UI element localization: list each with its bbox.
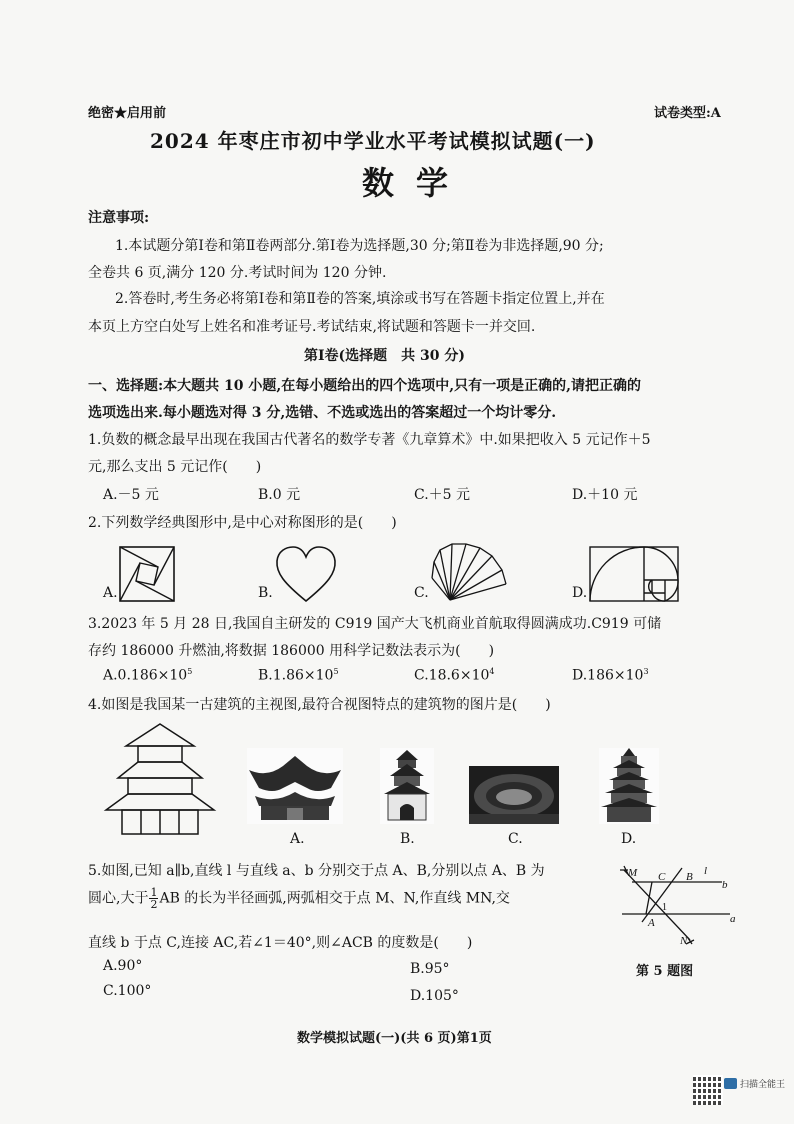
- section1-intro-line1: 一、选择题:本大题共 10 小题,在每小题给出的四个选项中,只有一项是正确的,请把正确的: [88, 378, 642, 394]
- q5-option-c: C.100°: [103, 983, 152, 999]
- q5-fig-label-a-line: a: [730, 913, 736, 925]
- notice-item2-line2: 本页上方空白处写上姓名和准考证号.考试结束,将试题和答题卡一并交回.: [88, 319, 536, 335]
- q1-stem-line1: 1.负数的概念最早出现在我国古代著名的数学专著《九章算术》中.如果把收入 5 元记作＋5: [88, 432, 651, 448]
- q3-option-c: $C.18.6\times 10^4$: [414, 667, 495, 684]
- q2-label-d: D.: [572, 585, 588, 601]
- q5-fig-label-a-point: A: [648, 917, 655, 929]
- paper-type-label: 试卷类型:A: [654, 106, 721, 121]
- notice-item1-line2: 全卷共 6 页,满分 120 分.考试时间为 120 分钟.: [88, 265, 387, 281]
- page-footer: 数学模拟试题(一)(共 6 页)第1页: [297, 1031, 492, 1046]
- exam-title: 2024 年枣庄市初中学业水平考试模拟试题(一): [150, 129, 596, 153]
- q1-stem-line2: 元,那么支出 5 元记作( ): [88, 459, 262, 475]
- q4-stem-line1: 4.如图是我国某一古建筑的主视图,最符合视图特点的建筑物的图片是( ): [88, 697, 551, 713]
- q5-option-a: A.90°: [103, 958, 143, 974]
- section1-intro-line2: 选项选出来.每小题选对得 3 分,选错、不选或选出的答案超过一个均计零分.: [88, 405, 557, 421]
- q4-main-view-drawing: [104, 722, 216, 836]
- q5-stem-line1: 5.如图,已知 a∥b,直线 l 与直线 a、b 分别交于点 A、B,分别以点 A、B 为: [88, 863, 545, 879]
- q3-option-a: $A.0.186\times 10^5$: [103, 667, 193, 684]
- q5-figure-caption: 第 5 题图: [636, 964, 694, 979]
- q3-option-d: $D.186\times 10^3$: [572, 667, 649, 684]
- q4-label-b: B.: [400, 831, 415, 847]
- scanner-logo-icon: [724, 1078, 737, 1089]
- confidential-label: 绝密★启用前: [88, 106, 167, 121]
- notice-heading: 注意事项:: [88, 210, 150, 226]
- q2-figure-heart: [274, 545, 338, 603]
- q1-option-b: B.0 元: [258, 487, 301, 503]
- q5-fig-label-c: C: [658, 871, 666, 883]
- q5-option-b: B.95°: [410, 961, 450, 977]
- q1-option-a: A.－5 元: [103, 487, 159, 503]
- q4-label-c: C.: [508, 831, 523, 847]
- q5-fig-label-m: M: [628, 867, 638, 879]
- q5-fig-label-l: l: [704, 865, 708, 877]
- q1-option-c: C.＋5 元: [414, 487, 471, 503]
- subject-title: 数学: [362, 164, 471, 202]
- q2-figure-fan: [430, 540, 510, 604]
- q3-stem-line1: 3.2023 年 5 月 28 日,我国自主研发的 C919 国产大飞机商业首航取得圆满成功.C919 可储: [88, 616, 662, 632]
- q5-fig-label-b-point: B: [686, 871, 693, 883]
- q5-stem-line2: 圆心,大于 $\frac{1}{2}$ AB 的长为半径画弧,两弧相交于点 M、N,作直线 MN,交: [88, 886, 510, 911]
- q5-option-d: D.105°: [410, 988, 459, 1004]
- q4-photo-d-tower: [599, 748, 659, 824]
- q2-label-b: B.: [258, 585, 273, 601]
- q1-option-d: D.＋10 元: [572, 487, 638, 503]
- q3-option-b: $B.1.86\times 10^5$: [258, 667, 339, 684]
- q5-fraction-half: $\frac{1}{2}$: [150, 886, 158, 911]
- q2-figure-golden-spiral: [588, 545, 680, 603]
- q5-fig-label-b-line: b: [722, 879, 728, 891]
- q3-stem-line2: 存约 186000 升燃油,将数据 186000 用科学记数法表示为( ): [88, 643, 495, 659]
- q5-fig-label-angle1: 1: [662, 902, 667, 913]
- q4-label-d: D.: [621, 831, 637, 847]
- q5-stem-line3: 直线 b 于点 C,连接 AC,若∠1＝40°,则∠ACB 的度数是( ): [88, 935, 473, 951]
- qr-code-mask: [693, 1075, 723, 1105]
- notice-item2-line1: 2.答卷时,考生务必将第Ⅰ卷和第Ⅱ卷的答案,填涂或书写在答题卡指定位置上,并在: [115, 291, 605, 307]
- q4-photo-b-temple: [380, 748, 434, 824]
- q2-figure-pinwheel-square: [118, 545, 176, 603]
- q2-stem-line1: 2.下列数学经典图形中,是中心对称图形的是( ): [88, 515, 397, 531]
- q4-label-a: A.: [290, 831, 305, 847]
- scanner-watermark: 扫描全能王: [740, 1079, 786, 1089]
- q5-fig-label-n: N: [680, 935, 688, 947]
- notice-item1-line1: 1.本试题分第Ⅰ卷和第Ⅱ卷两部分.第Ⅰ卷为选择题,30 分;第Ⅱ卷为非选择题,90 分;: [115, 238, 604, 254]
- q5-geometry-figure: [618, 860, 740, 948]
- q2-label-c: C.: [414, 585, 429, 601]
- q4-photo-c-round-building: [469, 766, 559, 824]
- section1-heading: 第Ⅰ卷(选择题 共 30 分): [304, 348, 466, 364]
- q4-photo-a-pavilion-roof: [247, 748, 343, 824]
- q2-label-a: A.: [103, 585, 118, 601]
